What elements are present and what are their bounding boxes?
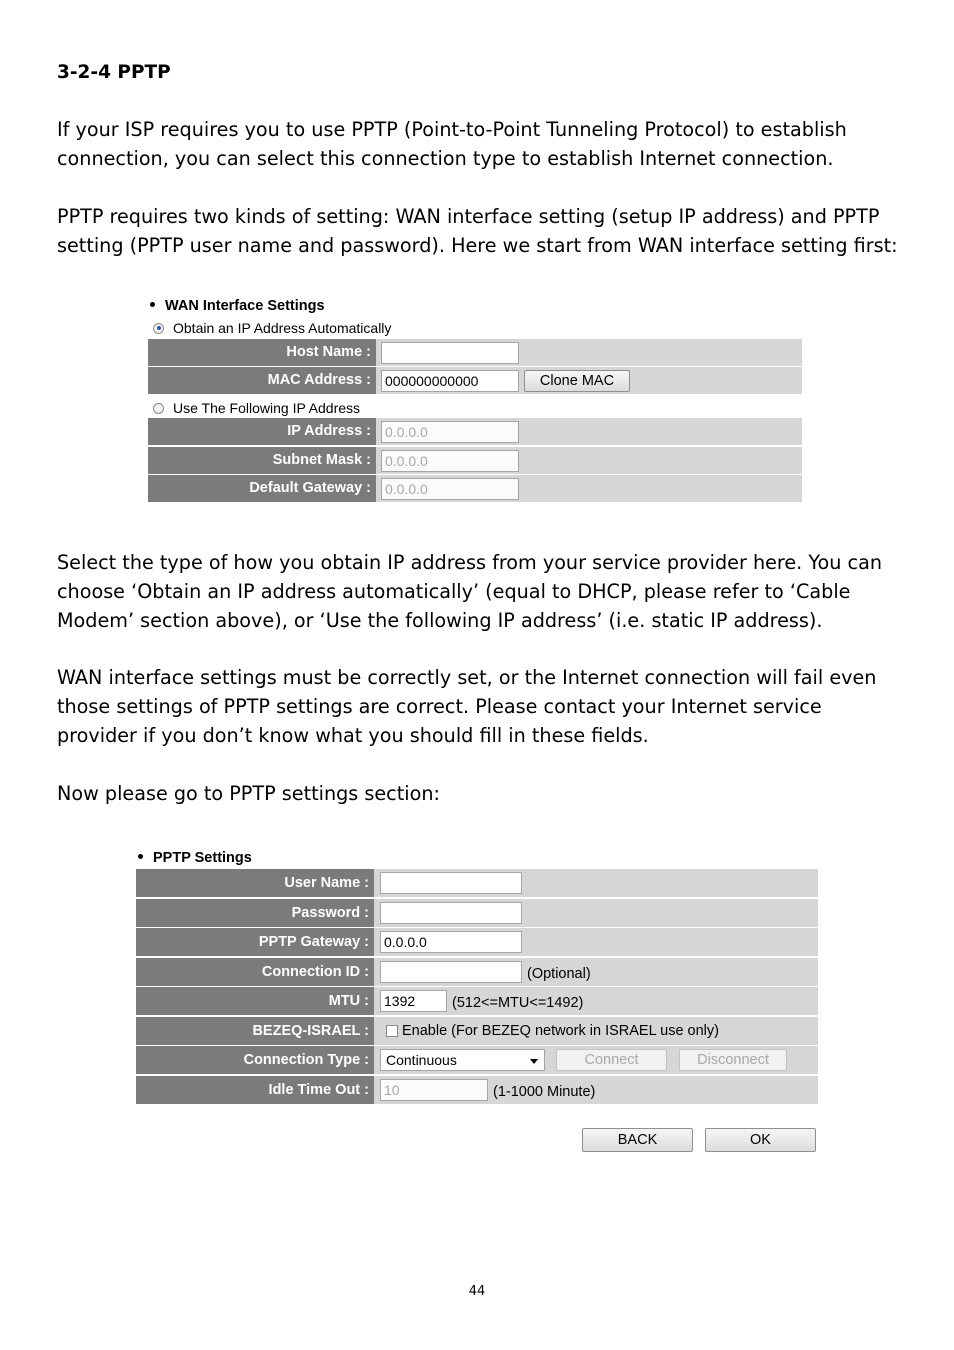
connection-id-note: (Optional): [527, 966, 591, 982]
bezeq-enable-label: Enable (For BEZEQ network in ISRAEL use only): [402, 1023, 719, 1039]
bezeq-israel-row: [136, 1017, 818, 1045]
default-gateway-input[interactable]: 0.0.0.0: [381, 478, 519, 500]
connection-type-row: [136, 1046, 818, 1074]
ip-type-paragraph: Select the type of how you obtain IP address from your service provider here. You can choose ‘Obtain an IP address automatically’ (equal to DHCP, please refer to ‘Cable Modem’ section above), or ‘Use the following IP address’ (i.e. static IP address).: [57, 551, 883, 632]
pptp-gateway-row: [136, 928, 818, 956]
mtu-row: [136, 987, 818, 1015]
user-name-row: [136, 869, 818, 897]
intro-paragraph: If your ISP requires you to use PPTP (Point-to-Point Tunneling Protocol) to establish connection, you can select this connection type to establish Internet connection.: [57, 118, 847, 170]
wan-interface-panel: [148, 296, 802, 506]
radio-selected-icon[interactable]: [153, 323, 164, 334]
pptp-intro-paragraph: Now please go to PPTP settings section:: [57, 782, 440, 805]
connection-type-label: Connection Type :: [136, 1046, 374, 1074]
idle-time-out-label: Idle Time Out :: [136, 1076, 374, 1104]
bezeq-israel-label: BEZEQ-ISRAEL :: [136, 1017, 374, 1045]
connect-button[interactable]: Connect: [556, 1049, 667, 1071]
bullet-icon: [138, 854, 143, 859]
back-button[interactable]: BACK: [582, 1128, 693, 1152]
wan-warning-paragraph: WAN interface settings must be correctly set, or the Internet connection will fail even those settings of PPTP settings are correct. Please contact your Internet service provider if you don’t know what you should fill in these fields.: [57, 666, 877, 747]
ip-address-row: [148, 418, 802, 445]
subnet-mask-row: [148, 447, 802, 474]
connection-id-input[interactable]: [380, 961, 522, 983]
mtu-label: MTU :: [136, 987, 374, 1015]
default-gateway-row: [148, 475, 802, 502]
host-name-row: [148, 339, 802, 366]
pptp-settings-panel: [136, 849, 818, 1159]
wan-section-title: WAN Interface Settings: [150, 298, 325, 314]
idle-time-out-row: [136, 1076, 818, 1104]
section-heading: 3-2-4 PPTP: [57, 62, 171, 83]
host-name-input[interactable]: [381, 342, 519, 364]
mtu-note: (512<=MTU<=1492): [452, 995, 584, 1011]
pptp-gateway-label: PPTP Gateway :: [136, 928, 374, 956]
connection-id-row: [136, 958, 818, 986]
dropdown-arrow-icon[interactable]: [530, 1059, 538, 1064]
connection-type-select[interactable]: [380, 1049, 545, 1071]
use-static-label: Use The Following IP Address: [173, 400, 361, 416]
pptp-section-title: PPTP Settings: [138, 850, 252, 866]
ok-button[interactable]: OK: [705, 1128, 816, 1152]
connection-id-label: Connection ID :: [136, 958, 374, 986]
user-name-label: User Name :: [136, 869, 374, 897]
obtain-auto-label: Obtain an IP Address Automatically: [173, 320, 392, 336]
password-row: [136, 899, 818, 927]
mac-address-row: [148, 367, 802, 394]
idle-time-out-note: (1-1000 Minute): [493, 1084, 596, 1100]
ip-address-input[interactable]: 0.0.0.0: [381, 421, 519, 443]
host-name-label: Host Name :: [148, 339, 376, 366]
clone-mac-button[interactable]: Clone MAC: [524, 370, 630, 392]
radio-unselected-icon[interactable]: [153, 403, 164, 414]
page-number: 44: [468, 1284, 486, 1299]
user-name-input[interactable]: [380, 872, 522, 894]
subnet-mask-input[interactable]: 0.0.0.0: [381, 450, 519, 472]
settings-paragraph: PPTP requires two kinds of setting: WAN interface setting (setup IP address) and PPTP setting (PPTP user name and password). Here we start from WAN interface setting first:: [57, 205, 898, 257]
idle-time-out-input[interactable]: 10: [380, 1079, 488, 1101]
mac-address-label: MAC Address :: [148, 367, 376, 394]
ip-address-label: IP Address :: [148, 418, 376, 445]
password-label: Password :: [136, 899, 374, 927]
pptp-gateway-input[interactable]: 0.0.0.0: [380, 931, 522, 953]
password-input[interactable]: [380, 902, 522, 924]
use-static-option[interactable]: [153, 400, 360, 416]
subnet-mask-label: Subnet Mask :: [148, 447, 376, 474]
obtain-auto-option[interactable]: [153, 320, 391, 336]
connection-type-value: Continuous: [386, 1052, 457, 1068]
default-gateway-label: Default Gateway :: [148, 475, 376, 502]
bullet-icon: [150, 302, 155, 307]
bezeq-enable-checkbox[interactable]: [386, 1025, 398, 1037]
mac-address-input[interactable]: 000000000000: [381, 370, 519, 392]
disconnect-button[interactable]: Disconnect: [679, 1049, 787, 1071]
mtu-input[interactable]: 1392: [380, 990, 447, 1012]
